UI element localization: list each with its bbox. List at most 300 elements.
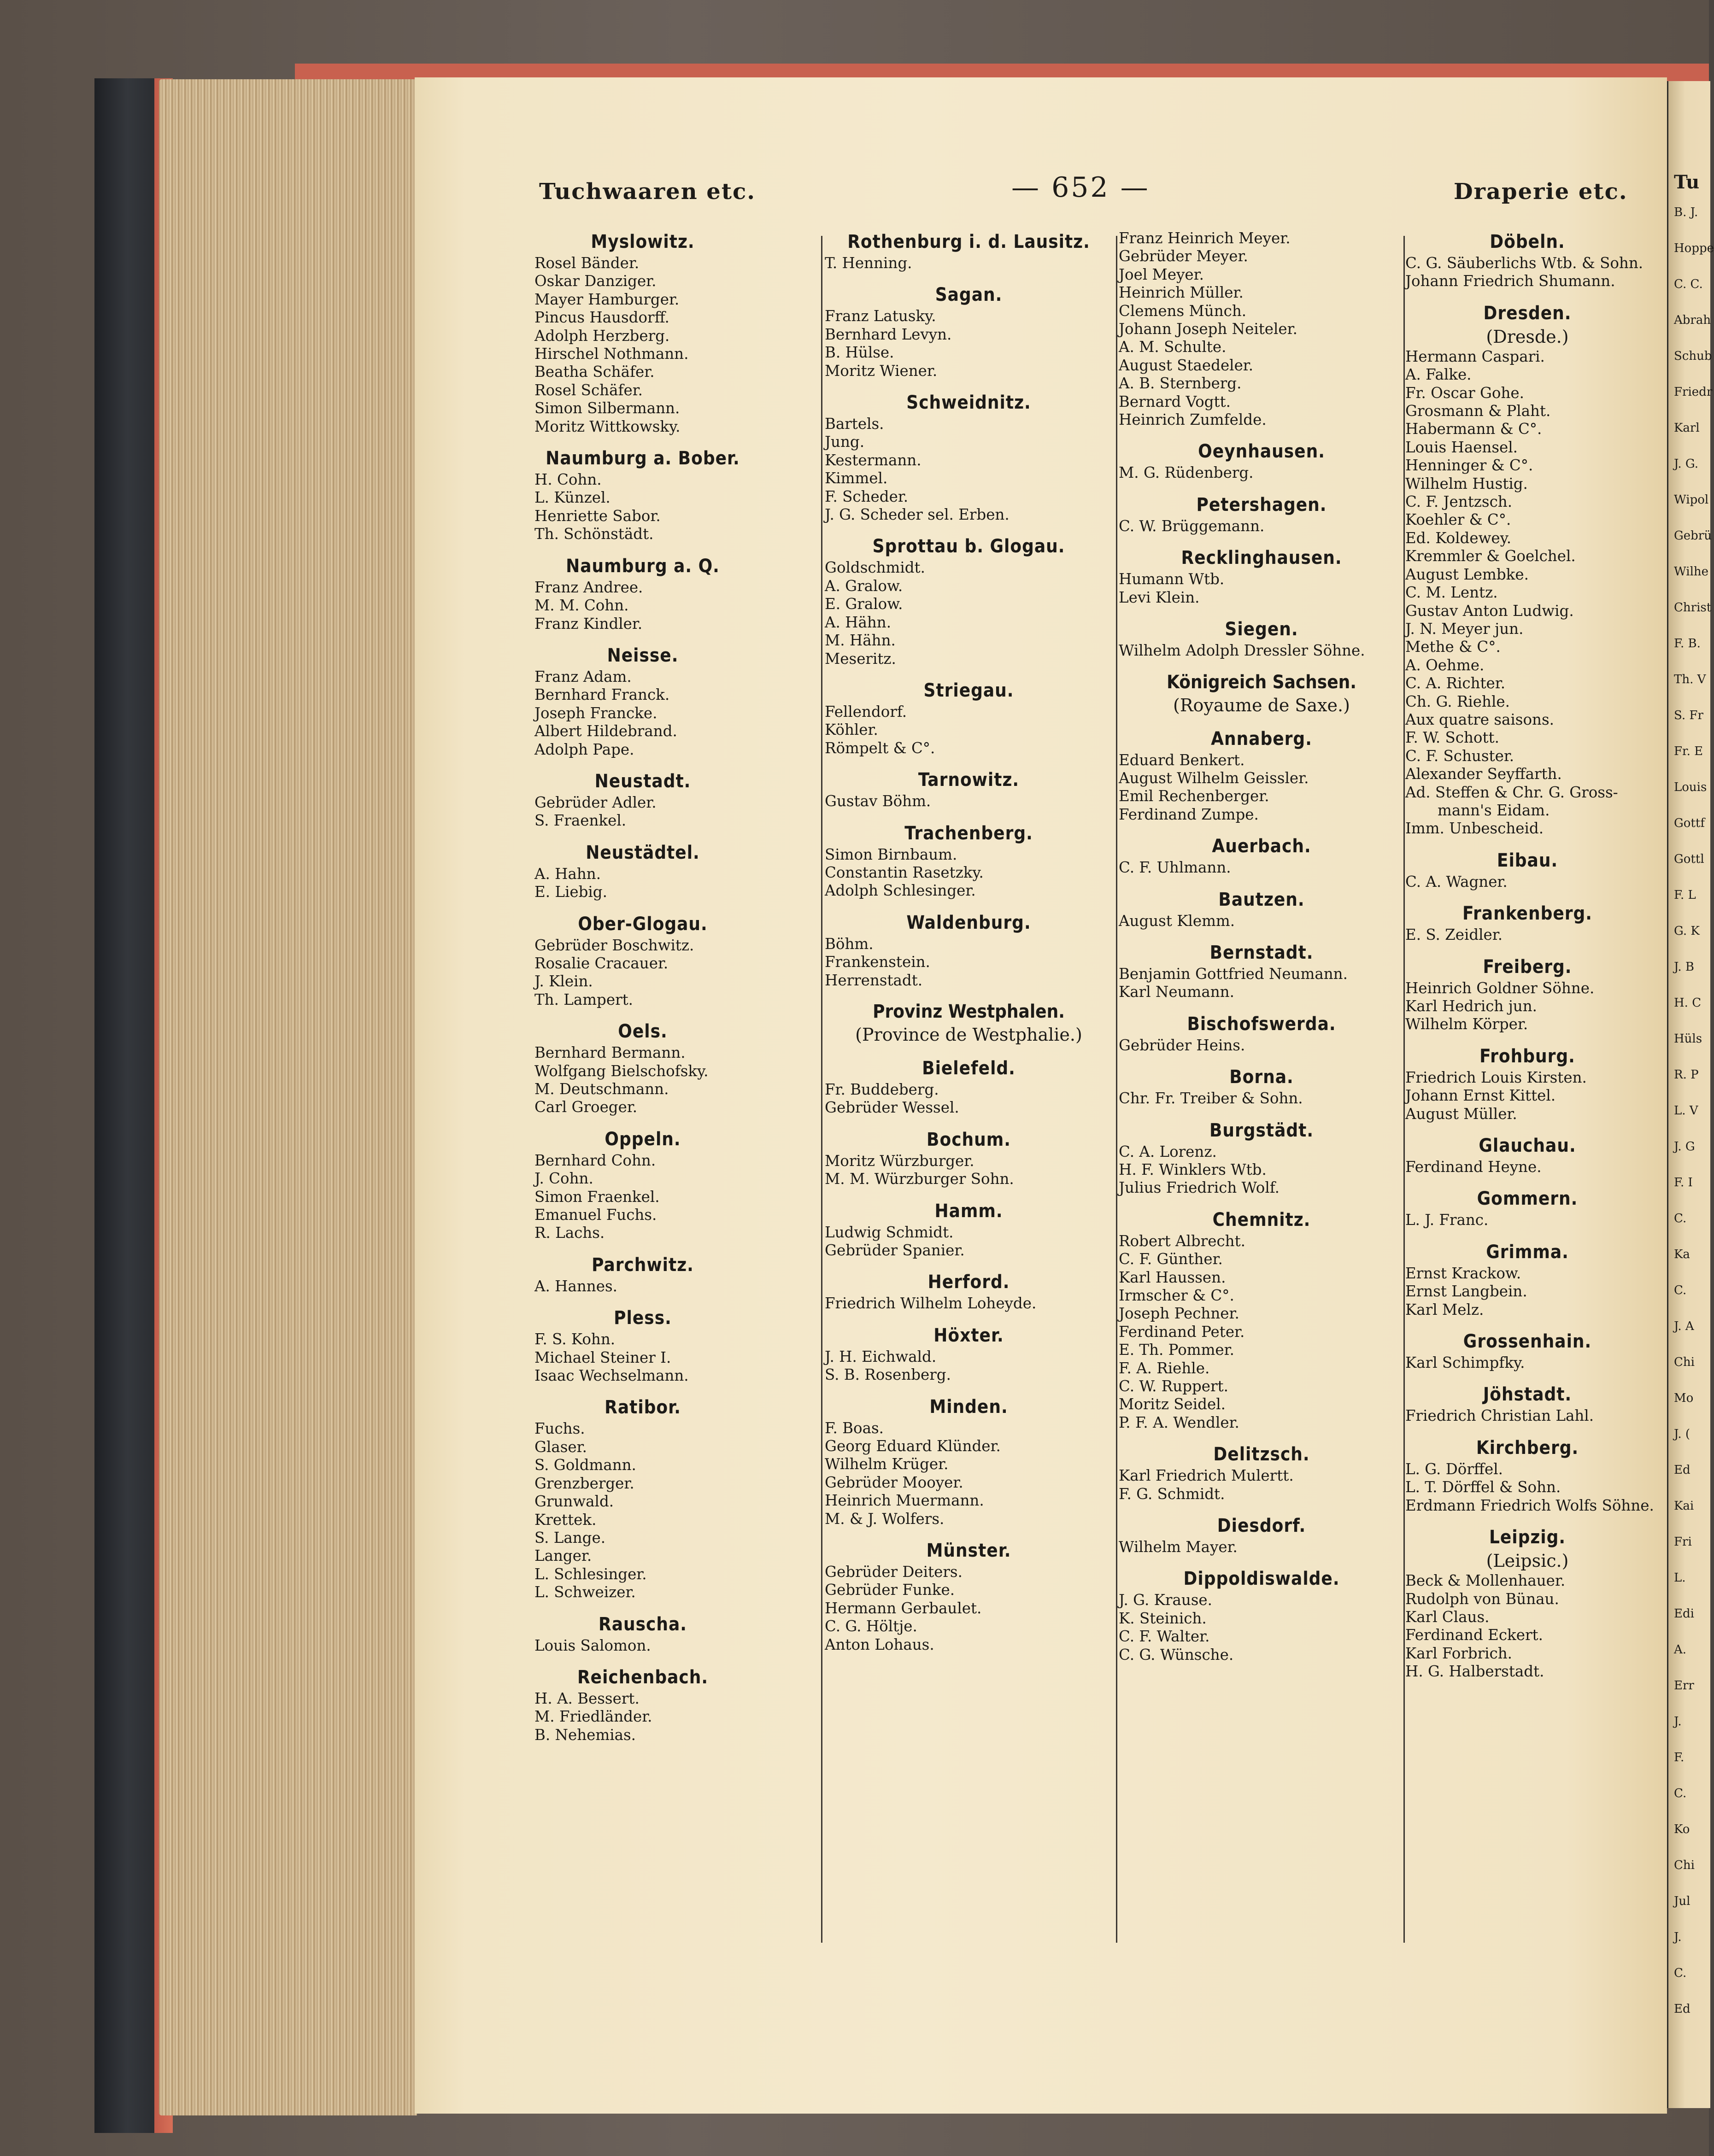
merchant-entry: M. G. Rüdenberg. <box>1119 464 1254 482</box>
merchant-entry: Irmscher & C°. <box>1119 1287 1234 1304</box>
city-heading: Eibau. <box>1497 850 1558 871</box>
merchant-entry: August Staedeler. <box>1119 356 1254 374</box>
city-block <box>1405 1525 1649 1681</box>
city-block <box>534 769 751 830</box>
merchant-entry: E. Liebig. <box>534 883 607 901</box>
merchant-entry: Adolph Schlesinger. <box>825 882 976 900</box>
merchant-entry: Hermann Gerbaulet. <box>825 1599 982 1617</box>
city-heading: Striegau. <box>923 680 1014 701</box>
merchant-entry: Rosalie Cracauer. <box>534 954 669 972</box>
facing-page-text: G. K <box>1674 924 1700 938</box>
city-heading: Dippoldiswalde. <box>1183 1568 1340 1590</box>
merchant-entry: C. G. Säuberlichs Wtb. & Sohn. <box>1405 254 1644 272</box>
facing-page-text: Chi <box>1674 1858 1695 1872</box>
merchant-entry: Franz Andree. <box>534 578 643 596</box>
city-block <box>1119 1566 1404 1664</box>
merchant-entry: Th. Schönstädt. <box>534 525 654 543</box>
merchant-entry: Rosel Schäfer. <box>534 381 643 399</box>
merchant-entry: J. N. Meyer jun. <box>1405 620 1524 638</box>
facing-page-text: H. C <box>1674 996 1702 1010</box>
merchant-entry: H. G. Halberstadt. <box>1405 1663 1544 1681</box>
listing-column-2 <box>825 229 1113 1664</box>
city-block <box>1119 940 1404 1002</box>
merchant-entry: K. Steinich. <box>1119 1609 1207 1627</box>
merchant-entry: Kestermann. <box>825 451 922 469</box>
merchant-entry: Gebrüder Wessel. <box>825 1099 959 1117</box>
facing-page-text: Karl <box>1674 421 1700 435</box>
merchant-entry: C. A. Richter. <box>1405 674 1506 692</box>
facing-page-text: C. <box>1674 1966 1687 1980</box>
city-heading: Grossenhain. <box>1463 1331 1592 1353</box>
city-heading: Sagan. <box>935 284 1003 306</box>
merchant-entry: F. S. Kohn. <box>534 1330 616 1348</box>
merchant-entry: M. Friedländer. <box>534 1708 652 1726</box>
city-heading: Jöhstadt. <box>1483 1384 1572 1406</box>
facing-page-text: Chi <box>1674 1355 1695 1369</box>
facing-page-text: Fri <box>1674 1535 1692 1549</box>
merchant-entry: E. Gralow. <box>825 595 903 613</box>
merchant-entry: A. Gralow. <box>825 577 903 595</box>
merchant-entry: Jung. <box>825 433 865 451</box>
merchant-entry: S. B. Rosenberg. <box>825 1366 951 1384</box>
city-block <box>534 643 751 759</box>
merchant-entry: F. Scheder. <box>825 487 909 505</box>
merchant-entry: C. G. Wünsche. <box>1119 1646 1234 1664</box>
facing-page-text: Schub <box>1674 349 1712 363</box>
merchant-entry: Robert Albrecht. <box>1119 1232 1245 1250</box>
merchant-entry: Bernhard Levyn. <box>825 325 952 343</box>
city-heading: Rauscha. <box>599 1613 687 1635</box>
city-heading: Pless. <box>614 1307 672 1329</box>
city-heading: Hamm. <box>934 1200 1003 1222</box>
book-spine <box>94 78 154 2133</box>
city-block <box>1119 1118 1404 1197</box>
merchant-entry: Gebrüder Boschwitz. <box>534 936 694 954</box>
city-heading: Reichenbach. <box>577 1666 709 1688</box>
merchant-entry: Hermann Caspari. <box>1405 347 1545 365</box>
facing-page-text: S. Fr <box>1674 709 1703 722</box>
merchant-entry: Isaac Wechselmann. <box>534 1367 689 1385</box>
facing-page-text: J. B <box>1674 960 1695 974</box>
city-heading: Oeynhausen. <box>1198 441 1325 463</box>
merchant-entry: Anton Lohaus. <box>825 1635 934 1653</box>
city-block <box>825 678 1113 757</box>
merchant-entry: Wilhelm Adolph Dressler Söhne. <box>1119 642 1365 660</box>
merchant-entry: Bernhard Franck. <box>534 686 670 704</box>
merchant-entry: Simon Birnbaum. <box>825 845 957 863</box>
merchant-entry: Ferdinand Peter. <box>1119 1323 1245 1341</box>
merchant-entry: Simon Fraenkel. <box>534 1188 660 1206</box>
merchant-entry: Emanuel Fuchs. <box>534 1206 657 1224</box>
merchant-entry: Eduard Benkert. <box>1119 751 1245 769</box>
city-heading: Höxter. <box>933 1324 1004 1346</box>
city-heading: Myslowitz. <box>591 231 695 252</box>
merchant-entry: Friedrich Christian Lahl. <box>1405 1407 1594 1425</box>
merchant-entry: Karl Hedrich jun. <box>1405 997 1537 1015</box>
facing-page-text: F. I <box>1674 1176 1693 1189</box>
city-heading: Schweidnitz. <box>906 392 1031 414</box>
listing-column-3 <box>1119 229 1404 1674</box>
facing-page-text: J. <box>1674 1715 1682 1728</box>
city-heading: Naumburg a. Q. <box>566 555 720 577</box>
merchant-entry: Heinrich Zumfelde. <box>1119 411 1267 429</box>
facing-page-text: J. <box>1674 1930 1682 1944</box>
merchant-entry: M. Deutschmann. <box>534 1080 669 1098</box>
city-heading: Frankenberg. <box>1462 903 1592 925</box>
facing-page-text: Wilhe <box>1674 565 1709 579</box>
merchant-entry: Goldschmidt. <box>825 559 925 577</box>
city-block <box>534 229 751 436</box>
facing-page-text: C. <box>1674 1212 1687 1225</box>
merchant-entry: C. M. Lentz. <box>1405 584 1498 602</box>
merchant-entry: Heinrich Müller. <box>1119 284 1244 302</box>
merchant-entry: Pincus Hausdorff. <box>534 309 669 327</box>
city-block <box>825 1056 1113 1117</box>
city-block <box>1405 301 1649 838</box>
merchant-entry: S. Goldmann. <box>534 1456 636 1474</box>
facing-page-text: Gebrü <box>1674 529 1712 543</box>
merchant-entry: Ch. G. Riehle. <box>1405 692 1510 710</box>
facing-page-text: Ed <box>1674 1463 1691 1477</box>
city-heading: Bochum. <box>927 1129 1011 1150</box>
city-block <box>1119 492 1404 535</box>
merchant-entry: L. Schweizer. <box>534 1583 636 1601</box>
merchant-entry: Alexander Seyffarth. <box>1405 765 1562 783</box>
merchant-entry: Adolph Herzberg. <box>534 327 670 345</box>
merchant-entry: Koehler & C°. <box>1405 511 1511 529</box>
page-number: — 652 — <box>1011 171 1150 204</box>
city-block <box>534 840 751 902</box>
facing-page-text: F. B. <box>1674 637 1701 650</box>
city-heading: Delitzsch. <box>1213 1444 1310 1465</box>
merchant-entry: Gebrüder Meyer. <box>1119 247 1248 265</box>
merchant-entry: Simon Silbermann. <box>534 399 680 417</box>
merchant-entry: F. W. Schott. <box>1405 729 1499 747</box>
merchant-entry: C. F. Schuster. <box>1405 747 1514 765</box>
merchant-entry: Gebrüder Deiters. <box>825 1563 963 1581</box>
merchant-entry: Habermann & C°. <box>1405 420 1542 438</box>
city-heading: Ober-Glogau. <box>578 913 708 935</box>
merchant-entry: Bartels. <box>825 415 884 433</box>
merchant-entry: M. M. Cohn. <box>534 597 629 615</box>
merchant-entry: Methe & C°. <box>1405 638 1501 656</box>
city-heading: Ratibor. <box>605 1397 681 1418</box>
page-stack-edges <box>159 79 417 2115</box>
merchant-entry: Karl Neumann. <box>1119 983 1234 1001</box>
merchant-entry: Meseritz. <box>825 650 896 668</box>
merchant-entry: Gustav Böhm. <box>825 792 931 810</box>
merchant-entry: A. Oehme. <box>1405 656 1485 674</box>
merchant-entry: Louis Haensel. <box>1405 438 1518 456</box>
merchant-entry: Friedrich Wilhelm Loheyde. <box>825 1295 1037 1312</box>
merchant-entry: Joseph Pechner. <box>1119 1305 1239 1323</box>
city-block <box>825 1270 1113 1312</box>
facing-page-text: Gottl <box>1674 852 1704 866</box>
city-heading: Oppeln. <box>605 1128 681 1150</box>
city-heading: Trachenberg. <box>904 822 1033 844</box>
listing-column-1 <box>534 229 751 1754</box>
merchant-entry: Langer. <box>534 1547 592 1565</box>
facing-page-text: Louis <box>1674 780 1707 794</box>
merchant-entry: S. Fraenkel. <box>534 812 627 830</box>
french-name: (Dresde.) <box>1486 326 1569 347</box>
merchant-entry: Ernst Krackow. <box>1405 1264 1521 1282</box>
city-heading: Neisse. <box>607 644 679 666</box>
merchant-entry: Kremmler & Goelchel. <box>1405 547 1576 565</box>
merchant-entry: A. M. Schulte. <box>1119 338 1227 356</box>
city-block <box>1405 1240 1649 1319</box>
merchant-entry: Ed. Koldewey. <box>1405 529 1512 547</box>
facing-page-text: Gottf <box>1674 816 1705 830</box>
facing-page-text: Christ <box>1674 601 1712 615</box>
merchant-entry: Franz Adam. <box>534 668 632 685</box>
city-block <box>825 1000 1113 1046</box>
facing-page-text: J. A <box>1674 1319 1694 1333</box>
merchant-entry: Krettek. <box>534 1511 597 1529</box>
facing-page-text: Abrah <box>1674 313 1711 327</box>
city-heading: Tarnowitz. <box>918 769 1020 791</box>
city-block <box>1405 1044 1649 1123</box>
merchant-entry: F. Boas. <box>825 1419 884 1437</box>
city-heading: Parchwitz. <box>592 1254 694 1276</box>
facing-page-text: Tu <box>1674 171 1700 193</box>
city-block <box>534 1306 751 1385</box>
city-block <box>534 1127 751 1242</box>
merchant-entry: Karl Forbrich. <box>1405 1644 1512 1662</box>
merchant-entry: Clemens Münch. <box>1119 302 1247 320</box>
merchant-entry: H. F. Winklers Wtb. <box>1119 1160 1267 1178</box>
facing-page-text: B. J. <box>1674 205 1698 219</box>
merchant-entry: Oskar Danziger. <box>534 272 657 290</box>
merchant-entry: Bernard Vogtt. <box>1119 393 1231 410</box>
merchant-entry: Moritz Würzburger. <box>825 1152 974 1170</box>
merchant-entry: Böhm. <box>825 935 874 953</box>
city-block <box>825 1538 1113 1654</box>
city-block <box>1405 1329 1649 1372</box>
city-block <box>534 912 751 1009</box>
merchant-entry: Imm. Unbescheid. <box>1405 820 1544 838</box>
merchant-entry: Beck & Mollenhauer. <box>1405 1572 1566 1590</box>
merchant-entry: M. Hähn. <box>825 632 896 650</box>
merchant-entry: Gebrüder Heins. <box>1119 1036 1245 1054</box>
merchant-entry: Ferdinand Eckert. <box>1405 1626 1543 1644</box>
facing-page-text: C. <box>1674 1787 1687 1800</box>
city-block <box>534 554 751 633</box>
merchant-entry: C. F. Jentzsch. <box>1405 493 1513 511</box>
merchant-entry: T. Henning. <box>825 254 912 272</box>
merchant-entry: Louis Salomon. <box>534 1636 651 1654</box>
merchant-entry: Bernhard Bermann. <box>534 1044 686 1062</box>
facing-page-text: Hüls <box>1674 1032 1702 1046</box>
merchant-entry: August Klemm. <box>1119 912 1235 930</box>
facing-page-text: C. C. <box>1674 277 1703 291</box>
merchant-entry: Rosel Bänder. <box>534 254 640 272</box>
merchant-entry: Aux quatre saisons. <box>1405 710 1554 728</box>
city-block <box>1119 887 1404 930</box>
city-block <box>825 534 1113 668</box>
city-heading: Auerbach. <box>1212 836 1311 857</box>
merchant-entry: C. A. Lorenz. <box>1119 1142 1217 1160</box>
city-heading: Naumburg a. Bober. <box>546 448 740 469</box>
city-block <box>825 1394 1113 1528</box>
merchant-entry: J. Klein. <box>534 973 593 990</box>
merchant-entry: Römpelt & C°. <box>825 739 935 757</box>
city-heading: Bautzen. <box>1218 889 1305 910</box>
facing-page-text: J. G. <box>1674 457 1699 471</box>
merchant-entry: Herrenstadt. <box>825 971 923 989</box>
merchant-entry: C. W. Ruppert. <box>1119 1377 1228 1395</box>
merchant-entry: Julius Friedrich Wolf. <box>1119 1179 1280 1197</box>
city-heading: Waldenburg. <box>906 912 1031 933</box>
city-heading: Annaberg. <box>1211 728 1312 750</box>
merchant-entry: Wolfgang Bielschofsky. <box>534 1062 709 1080</box>
city-block <box>825 229 1113 272</box>
merchant-entry: Köhler. <box>825 721 878 739</box>
city-block <box>1405 901 1649 944</box>
city-block <box>1119 670 1404 716</box>
merchant-entry: L. Künzel. <box>534 489 610 507</box>
merchant-entry: Johann Joseph Neiteler. <box>1119 320 1297 338</box>
city-heading: Döbeln. <box>1490 231 1565 252</box>
city-block <box>1119 1012 1404 1055</box>
merchant-entry: Wilhelm Mayer. <box>1119 1538 1238 1556</box>
french-name: (Leipsic.) <box>1486 1551 1569 1571</box>
merchant-entry: Humann Wtb. <box>1119 570 1225 588</box>
merchant-entry: Wilhelm Hustig. <box>1405 475 1528 492</box>
merchant-entry: E. S. Zeidler. <box>1405 926 1503 944</box>
facing-page-text: Fr. E <box>1674 744 1703 758</box>
running-head-right: Draperie etc. <box>1454 179 1628 205</box>
city-block <box>1119 1513 1404 1556</box>
facing-page-text: Friedr <box>1674 385 1713 399</box>
merchant-entry: Gebrüder Spanier. <box>825 1242 965 1259</box>
merchant-entry: Grenzberger. <box>534 1474 634 1492</box>
city-heading: Gommern. <box>1477 1188 1578 1210</box>
city-heading: Recklinghausen. <box>1181 547 1342 569</box>
merchant-entry: F. A. Riehle. <box>1119 1359 1210 1377</box>
merchant-entry: L. Schlesinger. <box>534 1565 647 1583</box>
facing-page-text: A. <box>1674 1643 1687 1657</box>
facing-page-fragment <box>1667 81 1714 2108</box>
merchant-entry: Chr. Fr. Treiber & Sohn. <box>1119 1090 1303 1107</box>
city-heading: Neustädtel. <box>586 842 700 863</box>
city-heading: Freiberg. <box>1483 956 1572 978</box>
city-heading: Chemnitz. <box>1212 1209 1311 1230</box>
city-block <box>534 1253 751 1295</box>
city-heading: Frohburg. <box>1479 1045 1575 1067</box>
merchant-entry: J. Cohn. <box>534 1170 593 1188</box>
merchant-entry: Constantin Rasetzky. <box>825 863 984 881</box>
merchant-entry: H. A. Bessert. <box>534 1689 640 1707</box>
merchant-entry: Moritz Seidel. <box>1119 1395 1226 1413</box>
city-heading: Sprottau b. Glogau. <box>872 536 1065 557</box>
merchant-entry: Georg Eduard Klünder. <box>825 1437 1001 1455</box>
merchant-entry: Karl Friedrich Mulertt. <box>1119 1467 1294 1485</box>
merchant-entry: Karl Schimpfky. <box>1405 1354 1525 1372</box>
city-block <box>1119 617 1404 660</box>
merchant-entry: F. G. Schmidt. <box>1119 1485 1225 1503</box>
merchant-entry: C. F. Walter. <box>1119 1628 1210 1646</box>
merchant-entry: H. Cohn. <box>534 471 602 489</box>
city-block <box>825 767 1113 810</box>
merchant-entry: Bernhard Cohn. <box>534 1151 656 1169</box>
merchant-entry: August Wilhelm Geissler. <box>1119 769 1309 787</box>
merchant-entry: Franz Latusky. <box>825 307 936 325</box>
city-heading: Siegen. <box>1225 619 1298 640</box>
facing-page-text: F. <box>1674 1751 1685 1764</box>
merchant-entry: Karl Melz. <box>1405 1301 1484 1318</box>
city-block <box>825 821 1113 900</box>
merchant-entry: Franz Heinrich Meyer. <box>1119 229 1291 247</box>
merchant-entry: Moritz Wiener. <box>825 362 938 380</box>
city-block <box>1119 1207 1404 1432</box>
merchant-entry: Glaser. <box>534 1438 587 1456</box>
merchant-entry: Carl Groeger. <box>534 1098 638 1116</box>
merchant-entry: Heinrich Goldner Söhne. <box>1405 979 1595 997</box>
city-block <box>825 282 1113 380</box>
merchant-entry: Wilhelm Körper. <box>1405 1015 1528 1033</box>
city-block <box>1119 439 1404 482</box>
city-heading: Kirchberg. <box>1476 1437 1579 1459</box>
merchant-entry: mann's Eidam. <box>1438 801 1550 819</box>
merchant-entry: M. M. Würzburger Sohn. <box>825 1170 1014 1188</box>
merchant-entry: Johann Ernst Kittel. <box>1405 1087 1556 1105</box>
merchant-entry: M. & J. Wolfers. <box>825 1510 945 1528</box>
merchant-entry: Gustav Anton Ludwig. <box>1405 602 1574 620</box>
city-block <box>825 1323 1113 1384</box>
city-heading: Bielefeld. <box>922 1057 1015 1079</box>
merchant-entry: C. F. Uhlmann. <box>1119 859 1231 877</box>
city-block <box>1405 229 1649 291</box>
merchant-entry: Moritz Wittkowsky. <box>534 417 681 435</box>
facing-page-text: F. L <box>1674 888 1696 902</box>
city-block <box>1119 545 1404 607</box>
city-heading: Neustadt. <box>594 770 691 792</box>
merchant-entry: Albert Hildebrand. <box>534 722 677 740</box>
merchant-entry: Beatha Schäfer. <box>534 363 655 381</box>
city-heading: Minden. <box>929 1396 1008 1418</box>
running-head-left: Tuchwaaren etc. <box>539 179 756 205</box>
city-heading: Diesdorf. <box>1217 1515 1306 1537</box>
merchant-entry: J. H. Eichwald. <box>825 1348 937 1365</box>
city-heading: Herford. <box>927 1271 1010 1293</box>
merchant-entry: B. Hülse. <box>825 344 894 362</box>
city-block <box>825 1127 1113 1189</box>
merchant-entry: Adolph Pape. <box>534 740 634 758</box>
city-block <box>1405 1133 1649 1176</box>
city-heading: Burgstädt. <box>1209 1119 1314 1141</box>
merchant-entry: Fellendorf. <box>825 703 907 721</box>
city-block <box>534 1019 751 1117</box>
city-block <box>1119 1065 1404 1107</box>
french-name: (Province de Westphalie.) <box>855 1024 1082 1045</box>
facing-page-text: J. G <box>1674 1140 1695 1154</box>
listing-column-4 <box>1405 229 1654 1691</box>
merchant-entry: A. Hannes. <box>534 1277 617 1295</box>
french-name: (Royaume de Saxe.) <box>1173 695 1350 715</box>
facing-page-text: Err <box>1674 1679 1694 1693</box>
city-block <box>1405 848 1649 891</box>
city-heading: Borna. <box>1229 1066 1294 1088</box>
merchant-entry: A. Falke. <box>1405 366 1472 384</box>
merchant-entry: Karl Haussen. <box>1119 1268 1226 1286</box>
facing-page-text: Kai <box>1674 1499 1694 1513</box>
merchant-entry: Grunwald. <box>534 1493 614 1511</box>
city-block <box>1405 1186 1649 1229</box>
merchant-entry: Karl Claus. <box>1405 1608 1490 1626</box>
merchant-entry: Michael Steiner I. <box>534 1348 671 1366</box>
merchant-entry: Joel Meyer. <box>1119 265 1204 283</box>
